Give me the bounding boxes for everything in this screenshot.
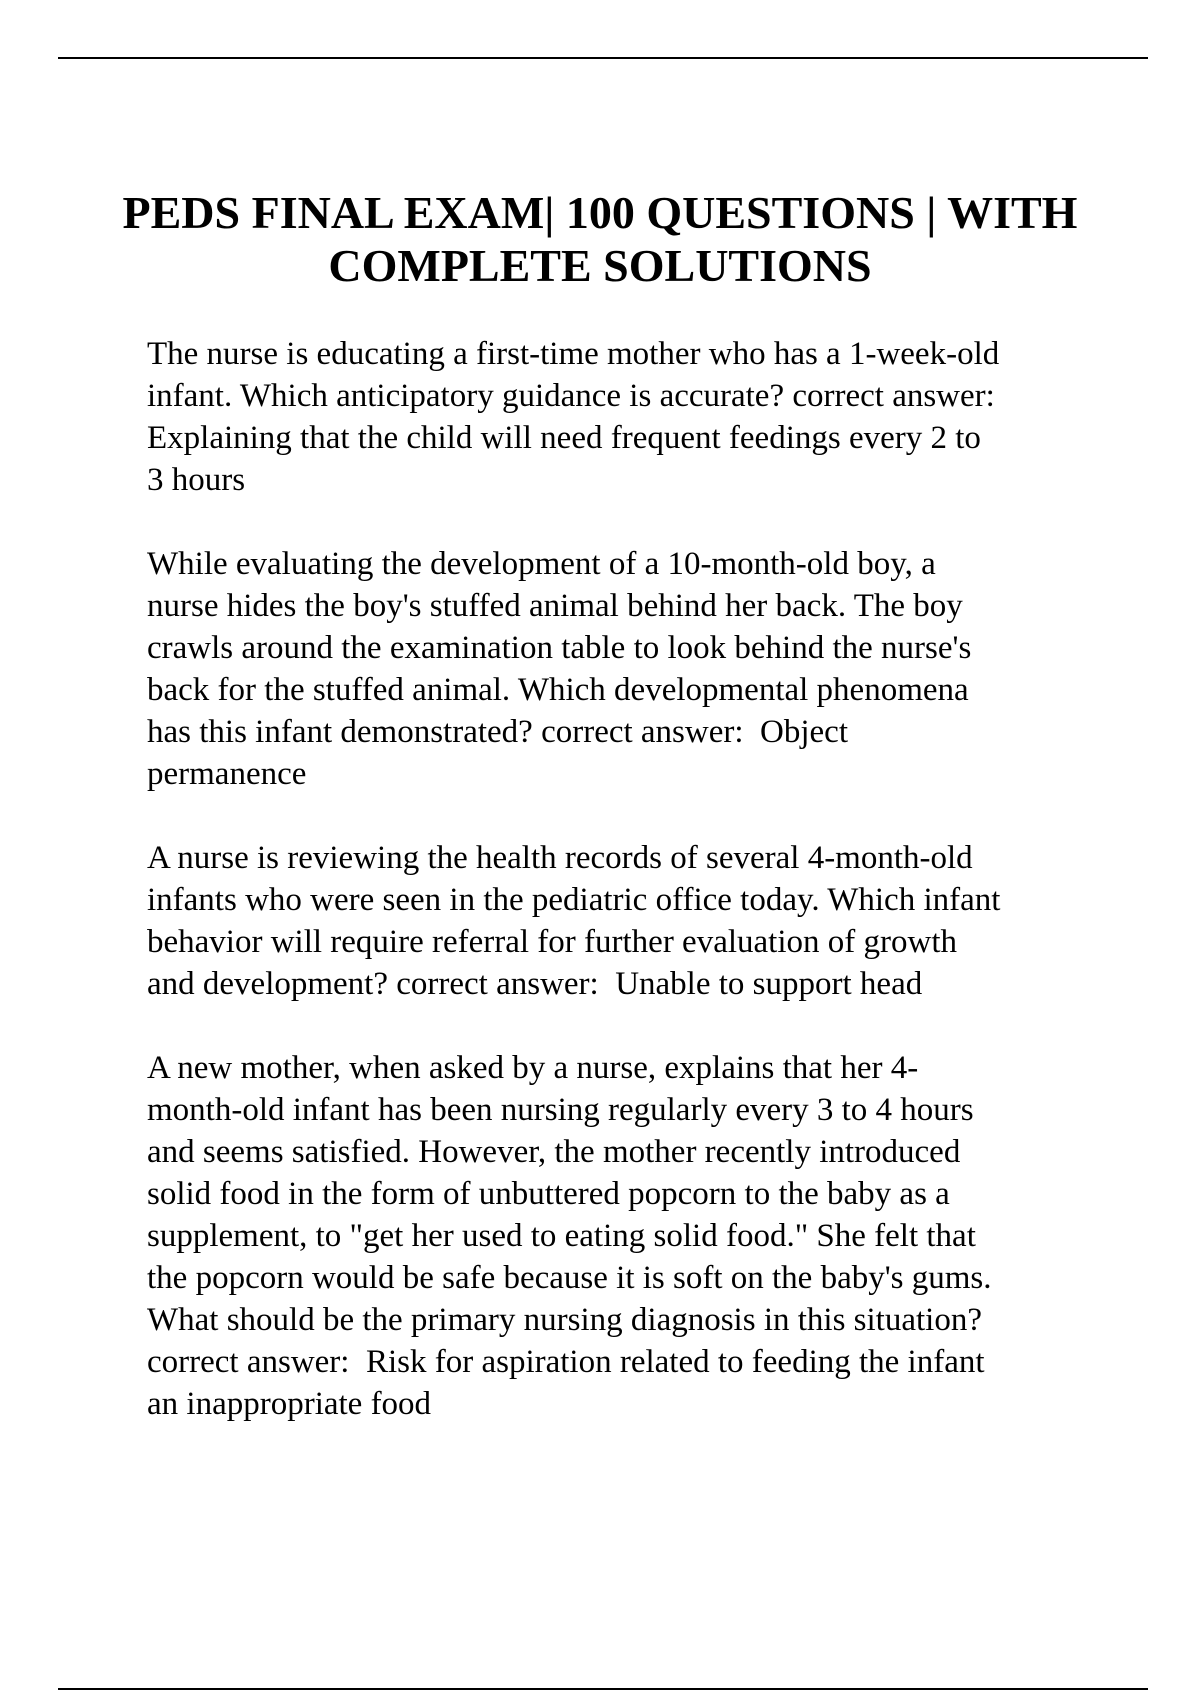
question-2-line-1: While evaluating the development of a 10-month-old boy, a	[147, 546, 936, 582]
question-3-line-4: and development? correct answer: Unable to support head	[147, 966, 923, 1002]
question-item-2	[147, 543, 1107, 795]
question-1-line-2: infant. Which anticipatory guidance is accurate? correct answer:	[147, 378, 995, 414]
question-3-line-1: A nurse is reviewing the health records of several 4-month-old	[147, 840, 973, 876]
question-3-line-3: behavior will require referral for further evaluation of growth	[147, 924, 957, 960]
title-line-2: COMPLETE SOLUTIONS	[328, 240, 872, 291]
question-4-line-3: and seems satisfied. However, the mother recently introduced	[147, 1134, 961, 1170]
question-1-line-4: 3 hours	[147, 462, 246, 498]
document-title	[120, 186, 1080, 292]
question-2-line-5: has this infant demonstrated? correct answer: Object	[147, 714, 848, 750]
question-4-line-6: the popcorn would be safe because it is soft on the baby's gums.	[147, 1260, 992, 1296]
question-4-line-9: an inappropriate food	[147, 1386, 432, 1422]
question-4-line-7: What should be the primary nursing diagnosis in this situation?	[147, 1302, 982, 1338]
title-line-1: PEDS FINAL EXAM| 100 QUESTIONS | WITH	[122, 187, 1078, 238]
question-4-line-8: correct answer: Risk for aspiration related to feeding the infant	[147, 1344, 985, 1380]
question-item-4	[147, 1047, 1107, 1425]
header-rule	[58, 57, 1148, 59]
question-1-line-3: Explaining that the child will need frequent feedings every 2 to	[147, 420, 981, 456]
question-1-line-1: The nurse is educating a first-time mother who has a 1-week-old	[147, 336, 1000, 372]
question-2-line-6: permanence	[147, 756, 307, 792]
footer-rule	[58, 1688, 1148, 1690]
question-2-line-3: crawls around the examination table to look behind the nurse's	[147, 630, 972, 666]
question-item-1	[147, 333, 1107, 501]
question-2-line-2: nurse hides the boy's stuffed animal behind her back. The boy	[147, 588, 963, 624]
question-4-line-4: solid food in the form of unbuttered popcorn to the baby as a	[147, 1176, 950, 1212]
question-4-line-1: A new mother, when asked by a nurse, explains that her 4-	[147, 1050, 919, 1086]
question-2-line-4: back for the stuffed animal. Which developmental phenomena	[147, 672, 969, 708]
question-4-line-2: month-old infant has been nursing regularly every 3 to 4 hours	[147, 1092, 974, 1128]
question-item-3	[147, 837, 1107, 1005]
question-list	[147, 333, 1107, 1467]
question-3-line-2: infants who were seen in the pediatric office today. Which infant	[147, 882, 1001, 918]
question-4-line-5: supplement, to "get her used to eating solid food." She felt that	[147, 1218, 976, 1254]
